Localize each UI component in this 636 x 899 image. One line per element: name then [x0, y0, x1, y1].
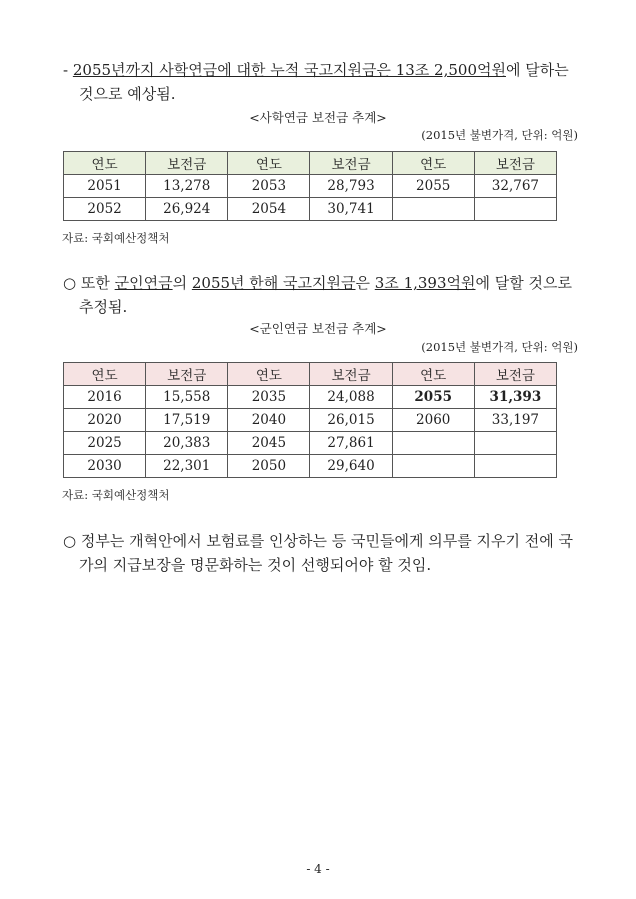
cell: 2030 — [64, 455, 146, 478]
text: 것으로 예상됨. — [79, 85, 176, 103]
table-header — [64, 363, 557, 386]
header-cell: 보전금 — [310, 363, 392, 386]
cell: 2020 — [64, 409, 146, 432]
text: 가의 지급보장을 명문화하는 것이 선행되어야 할 것임. — [79, 556, 432, 574]
page-number: - 4 - — [306, 862, 330, 876]
header-cell: 연도 — [228, 363, 310, 386]
table-row — [64, 409, 557, 432]
header-cell: 보전금 — [310, 152, 392, 175]
cell: 26,924 — [146, 198, 228, 221]
table-header — [64, 152, 557, 175]
table-row — [64, 386, 557, 409]
cell: 29,640 — [310, 455, 392, 478]
table2-caption: <군인연금 보전금 추계> — [249, 321, 387, 336]
table-row — [64, 198, 557, 221]
circle-bullet-icon: ○ — [63, 532, 77, 550]
cell: 13,278 — [146, 175, 228, 198]
text: 추정됨. — [79, 298, 128, 316]
header-cell: 연도 — [228, 152, 310, 175]
text: 은 — [355, 274, 375, 292]
text: 에 달할 것으로 — [475, 274, 572, 292]
cell: 2035 — [228, 386, 310, 409]
table2-source: 자료: 국회예산정책처 — [62, 488, 170, 502]
text: 정부는 개혁안에서 보험료를 인상하는 등 국민들에게 의무를 지우기 전에 국 — [80, 532, 573, 550]
circle-bullet-icon: ○ — [63, 274, 77, 292]
cell — [474, 432, 556, 455]
cell: 2060 — [392, 409, 474, 432]
text: 의 — [172, 274, 192, 292]
cell — [392, 455, 474, 478]
table-row — [64, 175, 557, 198]
cell: 27,861 — [310, 432, 392, 455]
header-cell: 연도 — [392, 152, 474, 175]
cell: 26,015 — [310, 409, 392, 432]
header-cell: 연도 — [64, 152, 146, 175]
cell: 32,767 — [474, 175, 556, 198]
cell: 2051 — [64, 175, 146, 198]
header-cell: 보전금 — [474, 152, 556, 175]
cell — [392, 198, 474, 221]
cell: 22,301 — [146, 455, 228, 478]
table2-unit: (2015년 불변가격, 단위: 억원) — [421, 340, 578, 354]
cell: 2040 — [228, 409, 310, 432]
cell-highlight: 31,393 — [474, 386, 556, 409]
dash-bullet: - — [63, 61, 69, 79]
cell: 2016 — [64, 386, 146, 409]
cell: 17,519 — [146, 409, 228, 432]
header-cell: 연도 — [64, 363, 146, 386]
cell: 24,088 — [310, 386, 392, 409]
cell — [474, 198, 556, 221]
cell: 2055 — [392, 175, 474, 198]
table-military-pension — [63, 362, 557, 478]
header-cell: 보전금 — [146, 152, 228, 175]
table-row — [64, 432, 557, 455]
cell: 2045 — [228, 432, 310, 455]
cell: 2050 — [228, 455, 310, 478]
cell: 20,383 — [146, 432, 228, 455]
paragraph-1 — [63, 58, 578, 106]
cell: 2025 — [64, 432, 146, 455]
header-cell: 연도 — [392, 363, 474, 386]
header-cell: 보전금 — [146, 363, 228, 386]
paragraph-3 — [63, 529, 578, 577]
text: 에 달하는 — [505, 61, 569, 79]
cell: 30,741 — [310, 198, 392, 221]
text: 또한 — [80, 274, 115, 292]
cell: 2054 — [228, 198, 310, 221]
cell: 2052 — [64, 198, 146, 221]
table1-source: 자료: 국회예산정책처 — [62, 231, 170, 245]
paragraph-2 — [63, 271, 578, 319]
cell — [392, 432, 474, 455]
table1-caption: <사학연금 보전금 추계> — [249, 110, 387, 125]
cell: 15,558 — [146, 386, 228, 409]
cell-highlight: 2055 — [392, 386, 474, 409]
underlined-text: 2055년까지 사학연금에 대한 누적 국고지원금은 13조 2,500억원 — [72, 61, 506, 79]
underlined-text: 3조 1,393억원 — [374, 274, 476, 292]
cell — [474, 455, 556, 478]
cell: 33,197 — [474, 409, 556, 432]
cell: 28,793 — [310, 175, 392, 198]
cell: 2053 — [228, 175, 310, 198]
table-row — [64, 455, 557, 478]
table-private-school-pension — [63, 151, 557, 221]
underlined-text: 군인연금 — [114, 274, 173, 292]
header-cell: 보전금 — [474, 363, 556, 386]
table1-unit: (2015년 불변가격, 단위: 억원) — [421, 128, 578, 142]
underlined-text: 2055년 한해 국고지원금 — [191, 274, 356, 292]
